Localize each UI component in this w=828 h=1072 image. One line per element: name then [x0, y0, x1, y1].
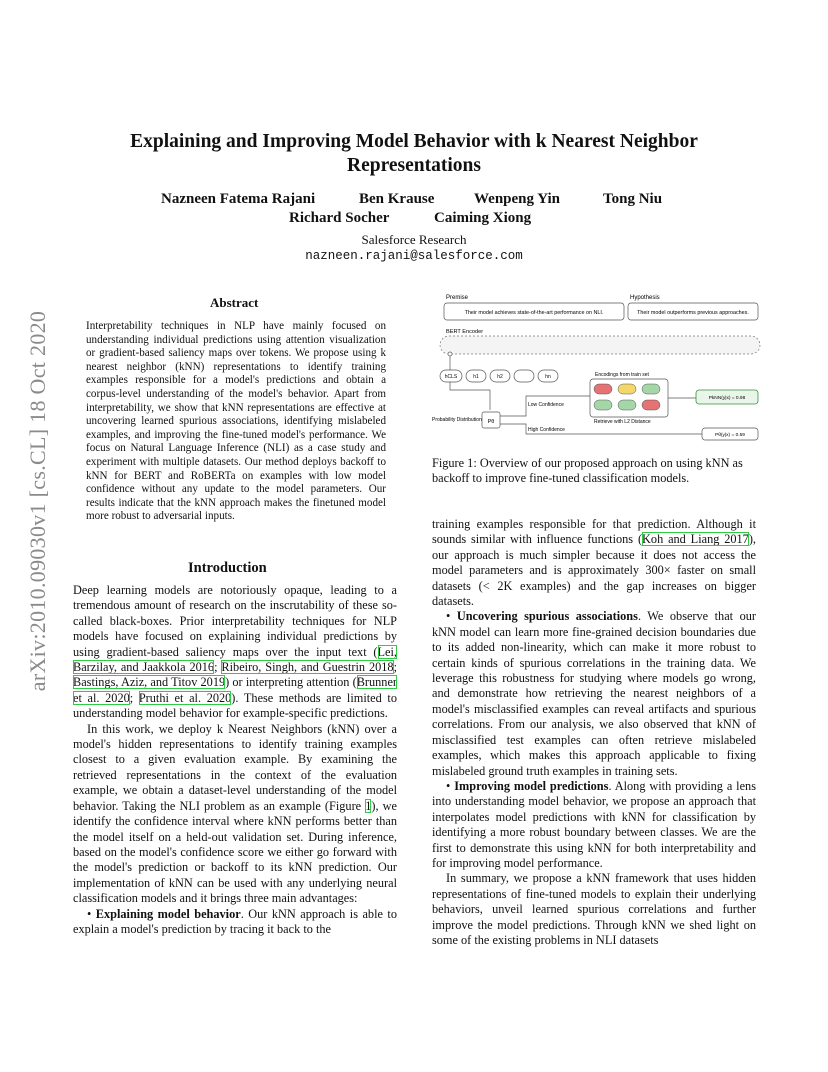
model-output-text: Pθ(y|x) = 0.59	[715, 433, 745, 438]
arxiv-identifier: arXiv:2010.09030v1 [cs.CL] 18 Oct 2020	[25, 310, 50, 692]
summary-paragraph: In summary, we propose a kNN framework that uses hidden representations of fine-tuned models to explain their underlying behaviors, unveil learned spurious correlations and further improve the model predictions. Through kNN we shed light on some of the existing problems in NLI datasets	[432, 871, 756, 947]
figure-reference-link[interactable]: 1	[365, 798, 372, 813]
cls-arrow	[450, 382, 490, 410]
author-name: Richard Socher	[289, 210, 390, 226]
low-confidence-label: Low Confidence	[528, 402, 564, 408]
encoding-green	[594, 400, 612, 410]
premise-text: Their model achieves state-of-the-art performance on NLI.	[464, 310, 604, 316]
token-label: h1	[473, 374, 479, 380]
author-name: Wenpeng Yin	[474, 191, 560, 207]
author-name: Tong Niu	[603, 191, 663, 207]
citation-link[interactable]: Ribeiro, Singh, and Guestrin 2018	[221, 660, 394, 675]
abstract-text: Interpretability techniques in NLP have mainly focused on understanding individual predictions using attention visualization or gradient-based saliency maps over tokens. We propose using k nearest neighbor (kNN) representations to identify training examples responsible for a model's predictions and obtain a corpus-level understanding of the model's behavior. Apart from interpretability, we show that kNN representations are effective at uncovering learned spurious associations, identifying mislabeled examples, and improving the fine-tuned model's performance. We focus on Natural Language Inference (NLI) as a case study and experiment with multiple datasets. Our method deploys backoff to kNN for BERT and RoBERTa on examples with low model confidence without any update to the model parameters. Our results indicate that the kNN approach makes the finetuned model more robust to adversarial inputs.	[86, 320, 386, 523]
token-label: hn	[545, 374, 551, 380]
token-ellipsis	[514, 370, 534, 382]
intro-paragraph-2: In this work, we deploy k Nearest Neighbors (kNN) over a model's hidden representations to identify training examples closest to a given evaluation example. By examining the retrieved representations in the context of the evaluation example, we obtain a dataset-level understanding of the model behavior. Taking the NLI problem as an example (Figure 1), we identify the confidence interval where kNN performs better than the model itself on a held-out validation set. During inference, based on the model's confidence score we either go forward with the model's prediction or backoff to its kNN prediction. Our implementation of kNN can be used with any underlying neural classification models and it brings three main advantages:	[73, 721, 397, 906]
title-line-2: Representations	[347, 155, 481, 176]
intro-paragraph-1: Deep learning models are notoriously opaque, leading to a tremendous amount of research on the inscrutability of these so-called black-boxes. Prior interpretability techniques for NLP models have focused on explaining individual predictions by using gradient-based saliency maps over the input text (Lei, Barzilay, and Jaakkola 2016; Ribeiro, Singh, and Guestrin 2018; Bastings, Aziz, and Titov 2019) or interpreting attention (Brunner et al. 2020; Pruthi et al. 2020). These methods are limited to understanding model behavior for example-specific predictions.	[73, 583, 397, 721]
paper-title	[60, 130, 768, 178]
bullet-uncovering: • Uncovering spurious associations. We observe that our kNN model can learn more fine-grained decision boundaries due to its added non-linearity, which can make it more robust to certain kinds of spurious correlations in the training data. We leverage this robustness for studying where models go wrong, and demonstrate how retrieving the nearest neighbors of a model's misclassified examples can reveal artifacts and spurious correlations. From our analysis, we also observed that kNN of misclassified test examples can often retrieve mislabeled examples, which makes this approach applicable to fixing mislabeled ground truth examples in training sets.	[432, 609, 756, 778]
encoding-red	[642, 400, 660, 410]
token-label: hCLS	[444, 374, 458, 380]
hypothesis-text: Their model outperforms previous approaches.	[637, 310, 749, 316]
citation-link[interactable]: Lei, Barzilay, and Jaakkola 2016	[73, 644, 397, 675]
author-name: Caiming Xiong	[434, 210, 532, 226]
figure-caption: Figure 1: Overview of our proposed approach on using kNN as backoff to improve fine-tuned classification models.	[432, 456, 743, 485]
affiliation: Salesforce Research	[361, 232, 467, 247]
abstract-heading: Abstract	[210, 295, 259, 310]
citation-link[interactable]: Bastings, Aziz, and Titov 2019	[73, 675, 226, 690]
hypothesis-label: Hypothesis	[630, 295, 660, 301]
author-name: Nazneen Fatema Rajani	[161, 191, 316, 207]
encoder-label: BERT Encoder	[446, 329, 484, 335]
encoding-yellow	[618, 384, 636, 394]
premise-label: Premise	[446, 295, 469, 301]
encoder-node	[448, 352, 452, 356]
bullet-explaining: • Explaining model behavior. Our kNN approach is able to explain a model's prediction by tracing it back to the	[73, 906, 397, 936]
introduction-heading: Introduction	[188, 560, 267, 576]
p-theta-label: Pθ	[487, 419, 495, 425]
encoding-green	[642, 384, 660, 394]
figure-1-diagram	[430, 290, 766, 448]
citation-link[interactable]: Pruthi et al. 2020	[138, 690, 232, 705]
knn-output-text: PkNN(y|x) = 0.98	[708, 396, 746, 401]
author-name: Ben Krause	[359, 191, 435, 207]
bert-encoder-box	[440, 336, 760, 354]
encoding-red	[594, 384, 612, 394]
email-link[interactable]: nazneen.rajani@salesforce.com	[305, 249, 523, 263]
right-column	[432, 517, 756, 948]
high-confidence-label: High Confidence	[528, 427, 565, 433]
left-column	[73, 583, 397, 937]
encodings-label: Encodings from train set	[595, 372, 649, 378]
retrieve-label: Retrieve with L2 Distance	[594, 419, 651, 425]
citation-link[interactable]: Koh and Liang 2017	[642, 532, 749, 547]
title-line-1: Explaining and Improving Model Behavior with k Nearest Neighbor	[130, 131, 698, 152]
prob-label: Probability Distribution	[432, 417, 482, 423]
encoding-green	[618, 400, 636, 410]
citation-link[interactable]: Brunner et al. 2020	[73, 675, 397, 705]
right-paragraph-1: training examples responsible for that prediction. Although it sounds similar with influence functions (Koh and Liang 2017), our approach is much simpler because it does not access the model parameters and is approximately 300× faster on small datasets (< 2K examples) and the gap increases on bigger datasets.	[432, 517, 756, 609]
bullet-improving: • Improving model predictions. Along with providing a lens into understanding model behavior, we propose an approach that interpolates model predictions with kNN for classification by identifying a more robust boundary between classes. We are the first to demonstrate this using kNN for both interpretability and for improving model performance.	[432, 778, 756, 870]
token-label: h2	[497, 374, 503, 380]
